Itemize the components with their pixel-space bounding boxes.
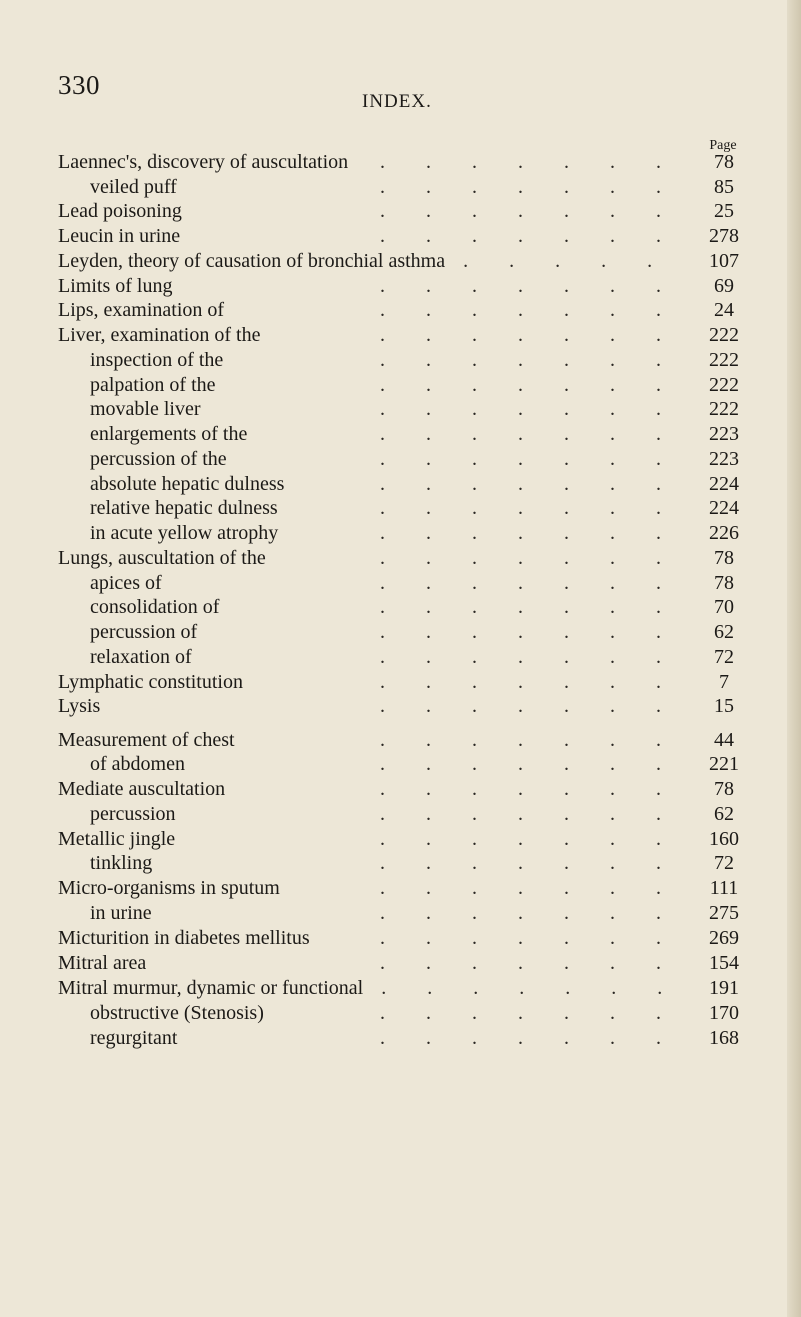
index-page-number: 224 [709,497,739,519]
index-entry [0,876,801,900]
index-page-number: 85 [714,176,734,198]
index-entry [0,323,801,347]
index-page-number: 25 [714,200,734,222]
index-page-number: 62 [714,803,734,825]
index-entry [0,447,801,471]
index-entry [0,175,801,199]
index-page-number: 191 [709,977,739,999]
dot-leaders: ....... [380,176,702,198]
index-term: in urine [90,902,152,924]
dot-leaders: ....... [380,671,702,693]
index-entry [0,472,801,496]
index-entry [0,546,801,570]
index-page-number: 222 [709,324,739,346]
dot-leaders: ....... [380,448,702,470]
index-term: percussion [90,803,176,825]
index-term: of abdomen [90,753,185,775]
index-term: in acute yellow atrophy [90,522,279,544]
running-head: INDEX. [362,91,432,112]
index-entry [0,901,801,925]
index-entry [0,521,801,545]
index-entry [0,348,801,372]
index-term: movable liver [90,398,201,420]
index-entry [0,777,801,801]
dot-leaders: ....... [380,547,702,569]
index-entry [0,728,801,752]
index-term: Mitral murmur, dynamic or functional [58,977,364,999]
index-term: palpation of the [90,374,216,396]
index-entry [0,298,801,322]
dot-leaders: ....... [381,977,704,999]
index-page-number: 15 [714,695,734,717]
dot-leaders: ....... [380,646,702,668]
index-page-number: 44 [714,729,734,751]
index-page-number: 111 [709,877,739,899]
dot-leaders: ....... [380,753,702,775]
index-entry [0,595,801,619]
index-page-number: 170 [709,1002,739,1024]
index-term: Liver, examination of the [58,324,261,346]
index-page-number: 70 [714,596,734,618]
index-term: Lips, examination of [58,299,225,321]
dot-leaders: ....... [380,952,702,974]
index-page-number: 24 [714,299,734,321]
index-entry [0,150,801,174]
dot-leaders: ....... [380,803,702,825]
index-entry [0,199,801,223]
index-term: Lungs, auscultation of the [58,547,266,569]
index-page-number: 222 [709,398,739,420]
index-entry [0,397,801,421]
index-entry [0,249,801,273]
index-page-number: 69 [714,275,734,297]
index-page-number: 223 [709,423,739,445]
index-entry [0,694,801,718]
dot-leaders: ....... [380,621,702,643]
index-entry [0,645,801,669]
index-page-number: 154 [709,952,739,974]
index-term: Mitral area [58,952,147,974]
index-term: Micro-organisms in sputum [58,877,280,899]
dot-leaders: ....... [380,324,702,346]
index-page-number: 223 [709,448,739,470]
index-page-number: 222 [709,374,739,396]
index-term: Metallic jingle [58,828,176,850]
index-term: obstructive (Stenosis) [90,1002,264,1024]
dot-leaders: ....... [380,349,702,371]
dot-leaders: ....... [380,852,702,874]
dot-leaders: ....... [380,695,702,717]
dot-leaders: ....... [380,151,702,173]
dot-leaders: ....... [380,572,702,594]
dot-leaders: ....... [380,729,702,751]
index-page-number: 7 [719,671,729,693]
index-entry [0,274,801,298]
index-page-number: 72 [714,852,734,874]
dot-leaders: ....... [380,423,702,445]
index-entry [0,670,801,694]
index-term: relative hepatic dulness [90,497,278,519]
index-entry [0,976,801,1000]
index-term: veiled puff [90,176,177,198]
index-page-number: 275 [709,902,739,924]
index-page-number: 78 [714,572,734,594]
index-page-number: 78 [714,547,734,569]
index-term: regurgitant [90,1027,178,1049]
index-page-number: 278 [709,225,739,247]
index-entry [0,496,801,520]
page-number: 330 [58,70,100,100]
page-column-label: Page [709,138,737,153]
dot-leaders: ....... [380,902,702,924]
index-entry [0,802,801,826]
dot-leaders: ....... [380,522,702,544]
dot-leaders: ....... [380,596,702,618]
index-page-number: 224 [709,473,739,495]
index-term: Leucin in urine [58,225,181,247]
index-term: Lead poisoning [58,200,182,222]
index-term: relaxation of [90,646,192,668]
index-page-number: 78 [714,778,734,800]
index-entry [0,851,801,875]
dot-leaders: ....... [380,398,702,420]
index-page-number: 62 [714,621,734,643]
dot-leaders: ....... [380,1027,702,1049]
index-term: Mediate auscultation [58,778,226,800]
dot-leaders: ....... [380,275,702,297]
index-page-number: 269 [709,927,739,949]
dot-leaders: ....... [380,374,702,396]
index-term: enlargements of the [90,423,248,445]
dot-leaders: ....... [380,225,702,247]
index-page-number: 107 [709,250,739,272]
index-term: consolidation of [90,596,220,618]
index-page-number: 160 [709,828,739,850]
index-entry [0,827,801,851]
index-entry [0,422,801,446]
index-page-number: 72 [714,646,734,668]
index-term: Micturition in diabetes mellitus [58,927,310,949]
dot-leaders: ..... [463,250,694,272]
index-entry [0,951,801,975]
index-entry [0,224,801,248]
dot-leaders: ....... [380,828,702,850]
index-entry [0,620,801,644]
index-term: Lymphatic constitution [58,671,243,693]
index-page-number: 226 [709,522,739,544]
dot-leaders: ....... [380,1002,702,1024]
index-term: inspection of the [90,349,224,371]
dot-leaders: ....... [380,877,702,899]
index-term: Leyden, theory of causation of bronchial asthma [58,250,446,272]
dot-leaders: ....... [380,299,702,321]
index-term: tinkling [90,852,153,874]
index-entry [0,373,801,397]
index-term: Limits of lung [58,275,173,297]
index-term: percussion of [90,621,198,643]
index-page-number: 222 [709,349,739,371]
dot-leaders: ....... [380,473,702,495]
index-term: Laennec's, discovery of auscultation [58,151,349,173]
index-term: percussion of the [90,448,227,470]
index-entry [0,571,801,595]
index-term: absolute hepatic dulness [90,473,285,495]
index-entry [0,1001,801,1025]
index-term: apices of [90,572,162,594]
index-entry [0,1026,801,1050]
index-page-number: 168 [709,1027,739,1049]
index-term: Measurement of chest [58,729,235,751]
index-entry [0,926,801,950]
index-term: Lysis [58,695,101,717]
index-page-number: 78 [714,151,734,173]
dot-leaders: ....... [380,497,702,519]
dot-leaders: ....... [380,927,702,949]
index-entry [0,752,801,776]
index-page-number: 221 [709,753,739,775]
dot-leaders: ....... [380,200,702,222]
dot-leaders: ....... [380,778,702,800]
